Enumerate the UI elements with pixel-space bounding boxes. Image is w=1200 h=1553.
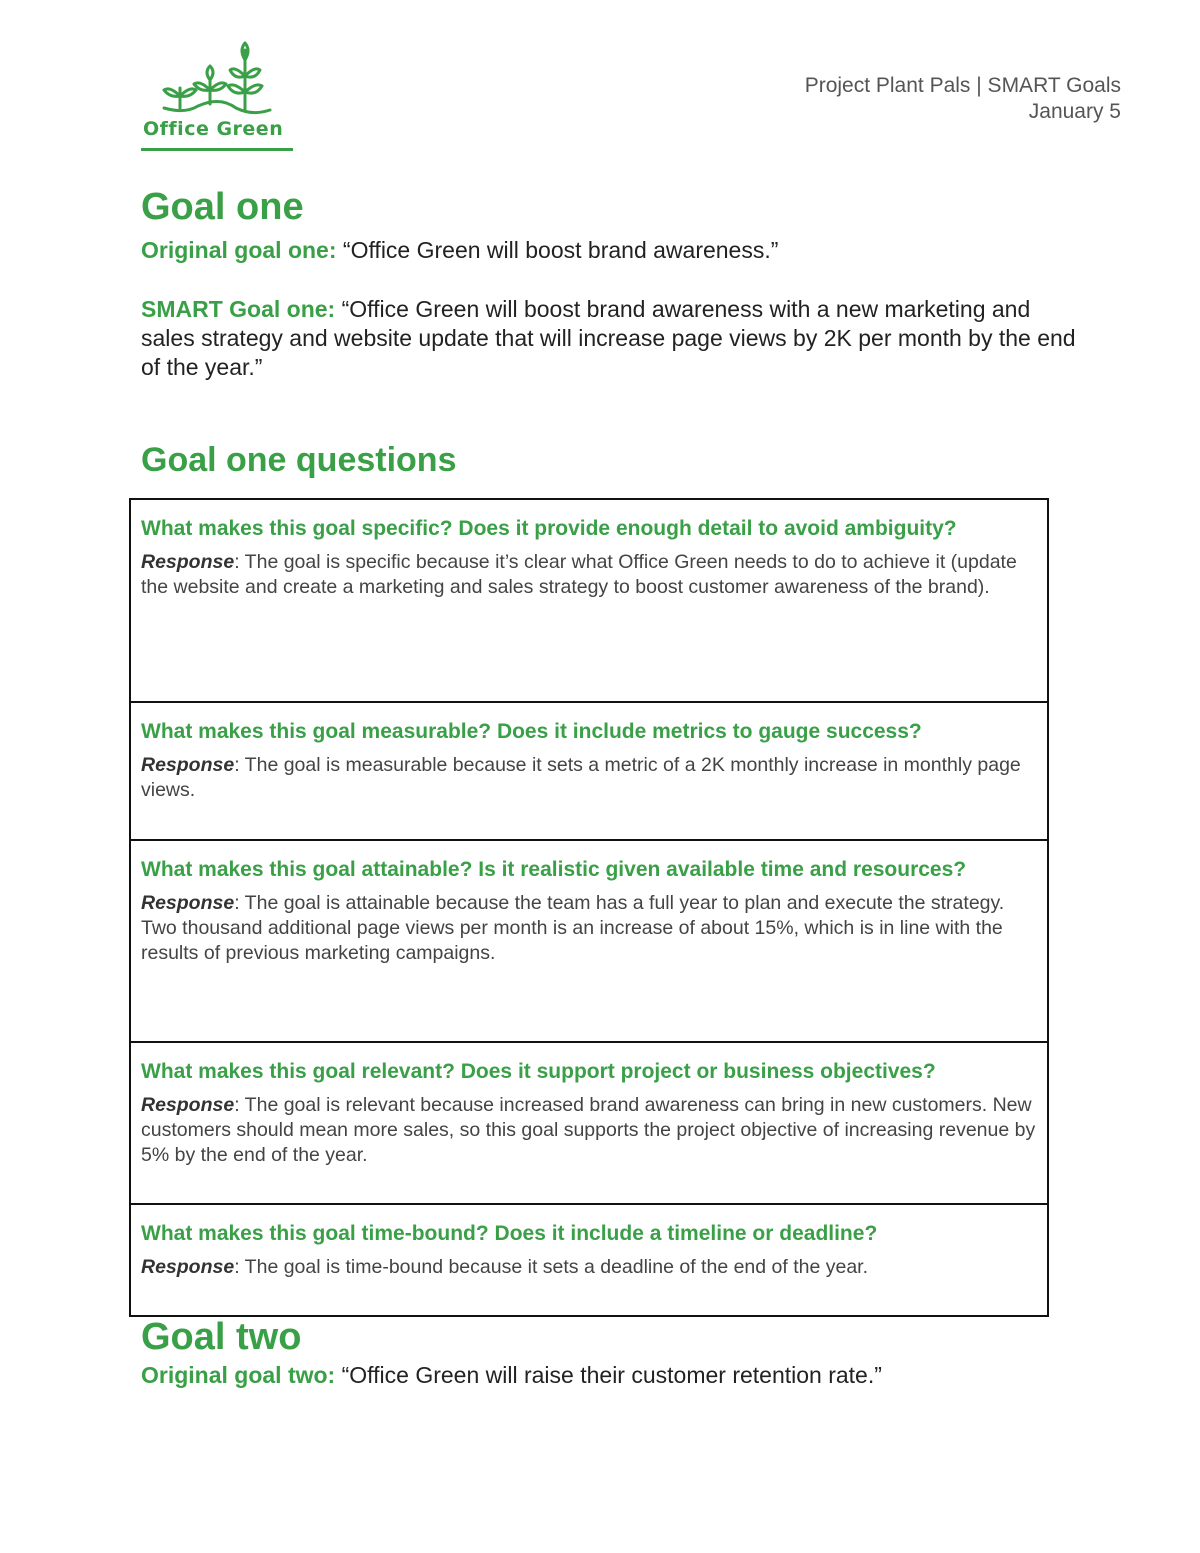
smart-goal-one <box>141 295 1086 382</box>
table-row <box>130 702 1048 840</box>
goal-one-questions-table <box>129 498 1049 1317</box>
logo-text: Office Green <box>143 118 284 140</box>
original-goal-two <box>141 1361 882 1390</box>
question-text: What makes this goal relevant? Does it support project or business objectives? <box>141 1060 936 1083</box>
original-goal-one <box>141 236 778 265</box>
response-text <box>141 1255 1037 1280</box>
response-text <box>141 753 1037 803</box>
smart-goal-one-text: “Office Green will boost brand awareness with a new marketing and sales strategy and website update that will increase page views by 2K per month by the end of the year.” <box>141 296 1076 380</box>
response-label: Response <box>141 892 235 914</box>
response-body: : The goal is time-bound because it sets a deadline of the end of the year. <box>234 1256 869 1278</box>
header-project-title: Project Plant Pals | SMART Goals <box>804 74 1121 97</box>
question-cell-measurable <box>130 702 1048 840</box>
original-goal-two-label: Original goal two: <box>141 1362 336 1388</box>
table-row <box>130 1042 1048 1204</box>
smart-goal-one-label: SMART Goal one: <box>141 296 336 322</box>
response-label: Response <box>141 1094 235 1116</box>
goal-two-heading: Goal two <box>141 1316 302 1358</box>
header-date: January 5 <box>1028 100 1121 123</box>
question-cell-time-bound <box>130 1204 1048 1316</box>
table-row <box>130 1204 1048 1316</box>
logo-underline <box>141 148 293 151</box>
document-header <box>805 73 1121 125</box>
question-cell-relevant <box>130 1042 1048 1204</box>
response-label: Response <box>141 754 235 776</box>
response-body: : The goal is specific because it’s clear what Office Green needs to do to achieve it (update the website and create a marketing and sales strategy to boost customer awareness of the brand). <box>141 551 1017 598</box>
response-body: : The goal is measurable because it sets a metric of a 2K monthly increase in monthly page views. <box>141 754 1021 801</box>
original-goal-one-text: “Office Green will boost brand awareness.” <box>342 237 779 263</box>
response-text <box>141 1093 1037 1168</box>
response-text <box>141 550 1037 600</box>
original-goal-one-label: Original goal one: <box>141 237 337 263</box>
question-text: What makes this goal measurable? Does it include metrics to gauge success? <box>141 720 922 743</box>
original-goal-two-text: “Office Green will raise their customer retention rate.” <box>341 1362 882 1388</box>
question-text: What makes this goal specific? Does it provide enough detail to avoid ambiguity? <box>141 517 957 540</box>
question-cell-attainable <box>130 840 1048 1042</box>
table-row <box>130 840 1048 1042</box>
goal-one-questions-heading: Goal one questions <box>141 441 457 479</box>
question-text: What makes this goal time-bound? Does it include a timeline or deadline? <box>141 1222 878 1245</box>
question-cell-specific <box>130 499 1048 702</box>
question-text: What makes this goal attainable? Is it realistic given available time and resources? <box>141 858 967 881</box>
response-body: : The goal is attainable because the team has a full year to plan and execute the strategy. Two thousand additional page views per month is an increase of about 15%, which is in line with the results of previous marketing campaigns. <box>141 892 1005 964</box>
table-row <box>130 499 1048 702</box>
goal-one-heading: Goal one <box>141 186 304 228</box>
response-label: Response <box>141 1256 235 1278</box>
response-text <box>141 891 1037 966</box>
response-body: : The goal is relevant because increased brand awareness can bring in new customers. New customers should mean more sales, so this goal supports the project objective of increasing revenue by 5% by the end of the year. <box>141 1094 1036 1166</box>
response-label: Response <box>141 551 235 573</box>
